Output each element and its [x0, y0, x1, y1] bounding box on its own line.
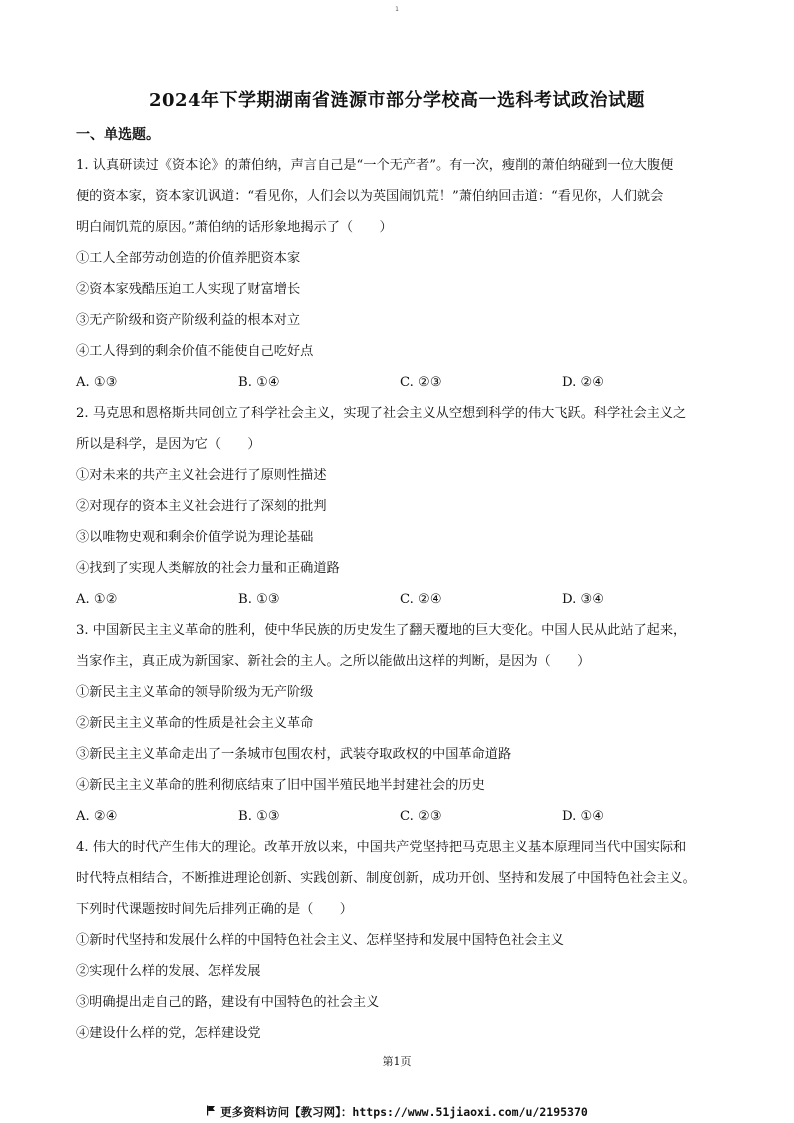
statement-item: ②资本家残酷压迫工人实现了财富增长 [76, 282, 301, 297]
statement-item: ④找到了实现人类解放的社会力量和正确道路 [76, 561, 340, 576]
statement-item: ①新民主主义革命的领导阶级为无产阶级 [76, 685, 314, 700]
question-stem-line: 便的资本家，资本家讥讽道：“看见你，人们会以为英国闹饥荒！”萧伯纳回击道：“看见你，人们就会 [76, 189, 664, 204]
question-stem-line: 1. 认真研读过《资本论》的萧伯纳，声言自己是“一个无产者”。有一次，瘦削的萧伯纳碰到一位大腹便 [76, 158, 674, 173]
statement-item: ④工人得到的剩余价值不能使自己吃好点 [76, 344, 314, 359]
question-4 [76, 832, 726, 1049]
answer-choices [76, 367, 726, 398]
page-top-mark: 1 [395, 6, 399, 13]
choice-b: B. ①③ [238, 809, 280, 824]
question-3 [76, 615, 726, 832]
choice-a: A. ①② [76, 592, 118, 607]
statement-item: ②实现什么样的发展、怎样发展 [76, 964, 261, 979]
question-stem-line: 3. 中国新民主主义革命的胜利，使中华民族的历史发生了翻天覆地的巨大变化。中国人民从此站了起来， [76, 623, 687, 638]
statement-item: ①对未来的共产主义社会进行了原则性描述 [76, 468, 327, 483]
statement-item: ②对现存的资本主义社会进行了深刻的批判 [76, 499, 327, 514]
choice-c: C. ②③ [400, 375, 442, 390]
choice-d: D. ②④ [562, 375, 605, 390]
statement-item: ①工人全部劳动创造的价值养肥资本家 [76, 251, 301, 266]
choice-a: A. ①③ [76, 375, 118, 390]
choice-c: C. ②③ [400, 809, 442, 824]
question-stem-line: 时代特点相结合，不断推进理论创新、实践创新、制度创新，成功开创、坚持和发展了中国特色社会主义。 [76, 871, 696, 886]
flag-icon [206, 1105, 216, 1119]
footer-ad-link[interactable] [0, 1104, 794, 1120]
question-stem-line: 明白闹饥荒的原因。”萧伯纳的话形象地揭示了（ ） [76, 220, 393, 235]
statement-item: ③新民主主义革命走出了一条城市包围农村，武装夺取政权的中国革命道路 [76, 747, 512, 762]
statement-item: ④新民主主义革命的胜利彻底结束了旧中国半殖民地半封建社会的历史 [76, 778, 485, 793]
answer-choices [76, 584, 726, 615]
choice-d: D. ①④ [562, 809, 605, 824]
question-1 [76, 150, 726, 398]
choice-b: B. ①④ [238, 375, 280, 390]
page-title: 2024年下学期湖南省涟源市部分学校高一选科考试政治试题 [148, 90, 646, 111]
question-stem-line: 4. 伟大的时代产生伟大的理论。改革开放以来，中国共产党坚持把马克思主义基本原理同当代中国实际和 [76, 840, 687, 855]
question-stem-line: 所以是科学，是因为它（ ） [76, 437, 261, 452]
statement-item: ③以唯物史观和剩余价值学说为理论基础 [76, 530, 314, 545]
question-stem-line: 当家作主，真正成为新国家、新社会的主人。之所以能做出这样的判断，是因为（ ） [76, 654, 591, 669]
choice-a: A. ②④ [76, 809, 118, 824]
statement-item: ②新民主主义革命的性质是社会主义革命 [76, 716, 314, 731]
question-stem-line: 2. 马克思和恩格斯共同创立了科学社会主义，实现了社会主义从空想到科学的伟大飞跃。科学社会主义之 [76, 406, 687, 421]
statement-item: ③无产阶级和资产阶级利益的根本对立 [76, 313, 301, 328]
statement-item: ④建设什么样的党，怎样建设党 [76, 1026, 261, 1041]
choice-d: D. ③④ [562, 592, 605, 607]
footer-ad-text[interactable]: 更多资料访问【教习网】：https://www.51jiaoxi.com/u/2195370 [220, 1105, 588, 1119]
statement-item: ①新时代坚持和发展什么样的中国特色社会主义、怎样坚持和发展中国特色社会主义 [76, 933, 564, 948]
question-list [76, 150, 726, 1049]
page-number: 第1页 [382, 1055, 412, 1068]
choice-b: B. ①③ [238, 592, 280, 607]
question-2 [76, 398, 726, 615]
statement-item: ③明确提出走自己的路，建设有中国特色的社会主义 [76, 995, 380, 1010]
choice-c: C. ②④ [400, 592, 442, 607]
answer-choices [76, 801, 726, 832]
section-heading: 一、单选题。 [76, 127, 160, 143]
question-stem-line: 下列时代课题按时间先后排列正确的是（ ） [76, 902, 353, 917]
